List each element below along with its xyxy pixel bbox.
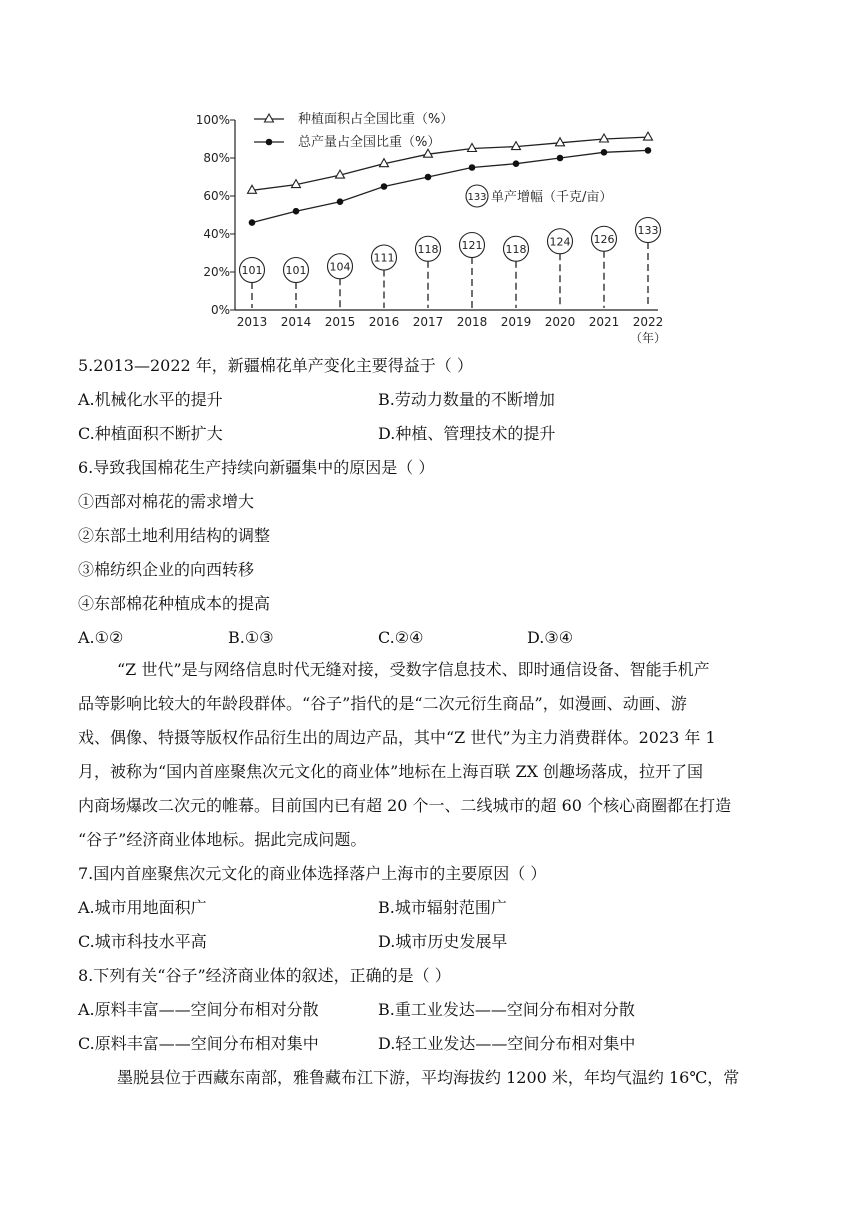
question-5: 5.2013—2022 年，新疆棉花单产变化主要得益于（ ） bbox=[78, 356, 473, 375]
output-share-point bbox=[293, 208, 300, 215]
output-share-point bbox=[513, 160, 520, 167]
yield-value-label: 101 bbox=[285, 264, 307, 277]
passage-line-5: 内商场爆改二次元的帷幕。目前国内已有超 20 个一、二线城市的超 60 个核心商圈都在打造 bbox=[78, 796, 732, 815]
q5-option-d[interactable]: D.种植、管理技术的提升 bbox=[378, 424, 556, 443]
question-7: 7.国内首座聚焦次元文化的商业体选择落户上海市的主要原因（ ） bbox=[78, 864, 547, 883]
q8-option-d[interactable]: D.轻工业发达——空间分布相对集中 bbox=[378, 1034, 636, 1053]
passage2-line-1: 墨脱县位于西藏东南部，雅鲁藏布江下游，平均海拔约 1200 米，年均气温约 16℃，常 bbox=[117, 1068, 740, 1087]
question-8: 8.下列有关“谷子”经济商业体的叙述，正确的是（ ） bbox=[78, 966, 451, 985]
area-share-point bbox=[556, 138, 565, 146]
passage-line-4: 月，被称为“国内首座聚焦次元文化的商业体”地标在上海百联 ZX 创趣场落成，拉开了国 bbox=[78, 762, 704, 781]
q6-option-d[interactable]: D.③④ bbox=[527, 628, 574, 647]
question-6: 6.导致我国棉花生产持续向新疆集中的原因是（ ） bbox=[78, 458, 435, 477]
output-share-point bbox=[645, 147, 652, 154]
output-share-point bbox=[381, 183, 388, 190]
yield-value-label: 118 bbox=[417, 242, 439, 256]
area-share-point bbox=[600, 134, 609, 142]
output-share-point bbox=[557, 155, 564, 162]
q5-option-c[interactable]: C.种植面积不断扩大 bbox=[78, 424, 223, 443]
x-tick-label: 2019 bbox=[500, 315, 532, 329]
x-tick-label: 2020 bbox=[544, 315, 576, 329]
legend-output-label: 总产量占全国比重（%） bbox=[298, 135, 441, 150]
q7-option-a[interactable]: A.城市用地面积广 bbox=[78, 898, 207, 917]
cotton-chart bbox=[180, 100, 670, 350]
x-tick-label: 2015 bbox=[324, 315, 356, 329]
q5-option-a[interactable]: A.机械化水平的提升 bbox=[78, 390, 223, 409]
x-tick-label: 2014 bbox=[280, 315, 312, 329]
q5-option-b[interactable]: B.劳动力数量的不断增加 bbox=[378, 390, 555, 409]
q6-statement-4: ④东部棉花种植成本的提高 bbox=[78, 594, 271, 613]
q6-statement-2: ②东部土地利用结构的调整 bbox=[78, 526, 271, 545]
y-tick-label: 60% bbox=[203, 189, 230, 203]
x-tick-label: 2022 bbox=[632, 315, 664, 329]
output-share-point bbox=[601, 149, 608, 156]
legend-area-label: 种植面积占全国比重（%） bbox=[298, 112, 454, 127]
area-share-point bbox=[468, 144, 477, 152]
legend-yield-label: 单产增幅（千克/亩） bbox=[491, 190, 613, 205]
yield-value-label: 104 bbox=[329, 260, 351, 274]
yield-value-label: 121 bbox=[461, 239, 483, 252]
q7-option-c[interactable]: C.城市科技水平高 bbox=[78, 932, 207, 951]
yield-value-label: 118 bbox=[505, 242, 527, 256]
area-share-point bbox=[512, 142, 521, 150]
q8-option-c[interactable]: C.原料丰富——空间分布相对集中 bbox=[78, 1034, 319, 1053]
output-share-point bbox=[425, 174, 432, 181]
y-tick-label: 80% bbox=[203, 151, 230, 165]
series-line-2 bbox=[252, 150, 648, 222]
output-share-point bbox=[249, 219, 256, 226]
q7-option-b[interactable]: B.城市辐射范围广 bbox=[378, 898, 507, 917]
y-tick-label: 20% bbox=[203, 265, 230, 279]
x-tick-label: 2013 bbox=[236, 315, 268, 329]
yield-value-label: 126 bbox=[593, 232, 615, 246]
x-tick-label: 2021 bbox=[588, 315, 620, 329]
y-tick-label: 40% bbox=[203, 227, 230, 241]
yield-value-label: 111 bbox=[373, 251, 395, 265]
q8-option-a[interactable]: A.原料丰富——空间分布相对分散 bbox=[78, 1000, 319, 1019]
legend-yield-sample: 133 bbox=[467, 192, 487, 203]
yield-value-label: 124 bbox=[549, 235, 571, 249]
y-tick-label: 100% bbox=[195, 113, 230, 127]
passage-line-2: 品等影响比较大的年龄段群体。“谷子”指代的是“二次元衍生商品”，如漫画、动画、游 bbox=[78, 694, 687, 713]
yield-value-label: 133 bbox=[637, 224, 659, 237]
passage-line-3: 戏、偶像、特摄等版权作品衍生出的周边产品，其中“Z 世代”为主力消费群体。2023 年 1 bbox=[78, 728, 716, 747]
x-tick-label: 2016 bbox=[368, 315, 400, 329]
q6-option-b[interactable]: B.①③ bbox=[228, 628, 274, 647]
x-tick-label: 2018 bbox=[456, 315, 488, 329]
q8-option-b[interactable]: B.重工业发达——空间分布相对分散 bbox=[378, 1000, 635, 1019]
area-share-point bbox=[644, 132, 653, 140]
yield-value-label: 101 bbox=[241, 264, 263, 277]
output-share-point bbox=[469, 164, 476, 171]
q6-option-a[interactable]: A.①② bbox=[78, 628, 124, 647]
x-axis-unit: （年） bbox=[629, 331, 667, 345]
output-share-point bbox=[337, 198, 344, 205]
passage-line-6: “谷子”经济商业体地标。据此完成问题。 bbox=[78, 830, 367, 849]
x-tick-label: 2017 bbox=[412, 315, 444, 329]
legend-dot-marker bbox=[266, 139, 273, 146]
q6-statement-3: ③棉纺织企业的向西转移 bbox=[78, 560, 255, 579]
q7-option-d[interactable]: D.城市历史发展早 bbox=[378, 932, 508, 951]
legend-triangle-marker bbox=[265, 114, 274, 122]
passage-line-1: “Z 世代”是与网络信息时代无缝对接，受数字信息技术、即时通信设备、智能手机产 bbox=[117, 660, 710, 679]
q6-statement-1: ①西部对棉花的需求增大 bbox=[78, 492, 255, 511]
y-tick-label: 0% bbox=[210, 303, 230, 317]
q6-option-c[interactable]: C.②④ bbox=[378, 628, 424, 647]
